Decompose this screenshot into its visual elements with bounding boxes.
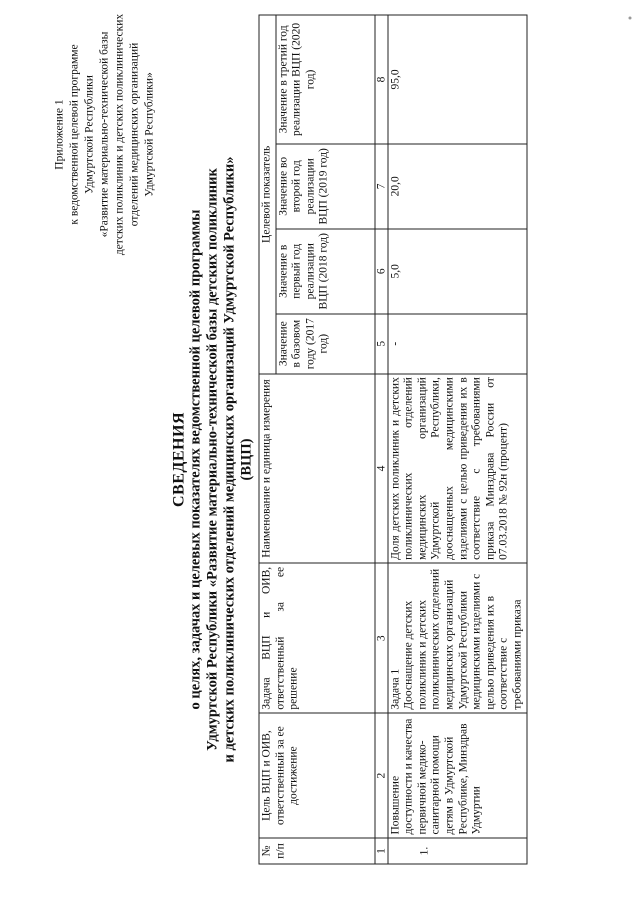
- header-num: № п/п: [259, 838, 375, 864]
- appendix-line: «Развитие материально-технической базы: [98, 31, 111, 238]
- column-number: 4: [375, 374, 388, 564]
- row-year1-value: 5,0: [388, 229, 527, 314]
- title-line: Удмуртской Республики «Развитие материально-технической базы детских поликлиник: [204, 168, 221, 751]
- header-indicator: Наименование и единица измерения: [259, 374, 375, 564]
- appendix-line: Удмуртской Республики»: [143, 72, 156, 197]
- header-task: Задача ВЦП и ОИВ, ответственный за ее решение: [259, 563, 375, 713]
- title-heading: СВЕДЕНИЯ: [170, 411, 188, 508]
- header-target-group: Целевой показатель: [259, 15, 276, 374]
- row-num: 1.: [388, 838, 527, 864]
- column-number: 2: [375, 713, 388, 838]
- appendix-line: Приложение 1: [53, 99, 66, 170]
- title-line: и детских поликлинических отделений медицинских организаций Удмуртской Республики» (ВЦП): [221, 156, 255, 763]
- header-year1: Значение в первый год реализации ВЦП (2018 год): [276, 229, 375, 314]
- row-year3-value: 95,0: [388, 15, 527, 144]
- title-line: о целях, задачах и целевых показателях ведомственной целевой программы: [187, 209, 204, 710]
- column-numbers-row: [375, 15, 388, 864]
- row-goal: Повышение доступности и качества первичной медико-санитарной помощи детям в Удмуртской Республике, Минздрав Удмуртии: [388, 713, 527, 838]
- header-base: Значение в базовом году (2017 год): [276, 314, 375, 374]
- column-number: 3: [375, 563, 388, 713]
- column-number: 8: [375, 15, 388, 144]
- header-goal: Цель ВЦП и ОИВ, ответственный за ее достижение: [259, 713, 375, 838]
- header-year2: Значение во второй год реализации ВЦП (2019 год): [276, 144, 375, 229]
- row-task-title: Задача 1: [389, 668, 402, 710]
- row-task: Дооснащение детских поликлиник и детских поликлинических отделений медицинских организаций Удмуртской Республики медицинскими изделиями с целью приведения их в соответствие с требованиями приказа: [402, 568, 524, 710]
- appendix-line: Удмуртской Республики: [83, 75, 96, 194]
- goals-table: [259, 15, 528, 865]
- document-title: [171, 155, 256, 765]
- scan-speck: [629, 17, 632, 20]
- header-row: [259, 15, 276, 864]
- appendix-line: к ведомственной целевой программе: [68, 44, 81, 225]
- column-number: 6: [375, 229, 388, 314]
- column-number: 1: [375, 838, 388, 864]
- row-year2-value: 20,0: [388, 144, 527, 229]
- column-number: 5: [375, 314, 388, 374]
- table-row: [388, 15, 527, 864]
- row-indicator: Доля детских поликлиник и детских поликлинических отделений медицинских организаций Удмуртской Республики, дооснащенных медицинскими изделиями с целью приведения их в соответствие с требованиями приказа Минздрава России от 07.03.2018 № 92н (процент): [388, 374, 527, 564]
- row-base-value: -: [388, 314, 527, 374]
- appendix-block: [53, 5, 158, 265]
- appendix-line: отделений медицинских организаций: [128, 42, 141, 227]
- header-year3: Значение в третий год реализации ВЦП (2020 год): [276, 15, 375, 144]
- column-number: 7: [375, 144, 388, 229]
- document-page: [1, 0, 640, 905]
- row-task-cell: [388, 563, 527, 713]
- appendix-line: детских поликлиник и детских поликлинических: [113, 13, 126, 256]
